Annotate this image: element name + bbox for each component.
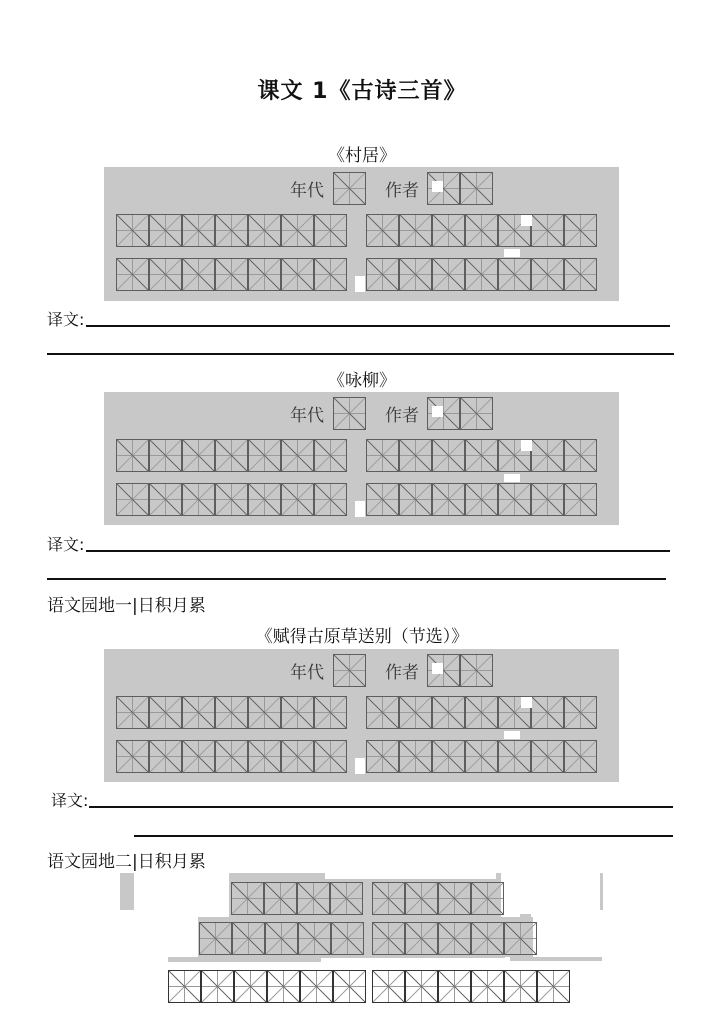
writing-cell[interactable] — [281, 740, 314, 773]
poem-title-yongliu: 《咏柳》 — [328, 371, 396, 391]
writing-cell[interactable] — [314, 740, 347, 773]
writing-cell[interactable] — [366, 696, 399, 729]
writing-cell[interactable] — [531, 439, 564, 472]
blank-patch — [504, 249, 520, 257]
writing-cell[interactable] — [314, 696, 347, 729]
writing-cell[interactable] — [366, 439, 399, 472]
writing-cell[interactable] — [405, 970, 438, 1003]
writing-cell[interactable] — [438, 882, 471, 915]
writing-cell[interactable] — [465, 483, 498, 516]
blank-patch — [355, 501, 365, 517]
writing-cell[interactable] — [201, 970, 234, 1003]
writing-cell[interactable] — [234, 970, 267, 1003]
writing-cell[interactable] — [471, 922, 504, 955]
writing-cell[interactable] — [564, 258, 597, 291]
blank-patch — [504, 731, 520, 739]
blank-patch — [521, 215, 532, 226]
writing-cell[interactable] — [432, 439, 465, 472]
writing-cell[interactable] — [248, 258, 281, 291]
writing-cell[interactable] — [182, 258, 215, 291]
writing-cell[interactable] — [331, 922, 364, 955]
writing-cell[interactable] — [248, 696, 281, 729]
translation-line[interactable] — [86, 550, 670, 552]
writing-cell[interactable] — [314, 214, 347, 247]
writing-cell[interactable] — [460, 172, 493, 205]
blank-patch — [504, 474, 520, 482]
blank-patch — [432, 181, 443, 192]
writing-cell[interactable] — [281, 696, 314, 729]
writing-cell[interactable] — [182, 483, 215, 516]
year-label: 年代 — [290, 406, 324, 426]
writing-cell[interactable] — [116, 740, 149, 773]
writing-cell[interactable] — [399, 740, 432, 773]
writing-cell[interactable] — [215, 258, 248, 291]
writing-cell[interactable] — [116, 483, 149, 516]
writing-cell[interactable] — [281, 214, 314, 247]
writing-cell[interactable] — [498, 740, 531, 773]
blank-patch — [355, 758, 365, 774]
year-label: 年代 — [290, 663, 324, 683]
blank-patch — [521, 440, 532, 451]
writing-cell[interactable] — [116, 258, 149, 291]
writing-cell[interactable] — [438, 970, 471, 1003]
writing-cell[interactable] — [438, 922, 471, 955]
writing-cell[interactable] — [564, 439, 597, 472]
writing-cell[interactable] — [399, 214, 432, 247]
writing-cell[interactable] — [372, 922, 405, 955]
writing-cell[interactable] — [281, 483, 314, 516]
writing-cell[interactable] — [372, 970, 405, 1003]
gray-fragment — [221, 957, 321, 962]
poem-title-fude: 《赋得古原草送别（节选）》 — [255, 627, 469, 647]
writing-cell[interactable] — [465, 696, 498, 729]
writing-cell[interactable] — [281, 258, 314, 291]
page-title: 课文 1《古诗三首》 — [257, 79, 467, 104]
translation-label: 译文: — [47, 310, 85, 329]
writing-cell[interactable] — [432, 483, 465, 516]
writing-cell[interactable] — [232, 922, 265, 955]
writing-cell[interactable] — [215, 214, 248, 247]
writing-cell[interactable] — [498, 483, 531, 516]
writing-cell[interactable] — [182, 214, 215, 247]
translation-line[interactable] — [86, 325, 670, 327]
writing-cell[interactable] — [248, 439, 281, 472]
writing-cell[interactable] — [460, 397, 493, 430]
writing-cell[interactable] — [372, 882, 405, 915]
writing-cell[interactable] — [333, 654, 366, 687]
writing-cell[interactable] — [471, 882, 504, 915]
writing-cell[interactable] — [504, 970, 537, 1003]
writing-cell[interactable] — [465, 214, 498, 247]
writing-cell[interactable] — [366, 214, 399, 247]
writing-cell[interactable] — [405, 882, 438, 915]
gray-fragment — [600, 873, 603, 910]
writing-cell[interactable] — [399, 258, 432, 291]
writing-cell[interactable] — [314, 483, 347, 516]
writing-cell[interactable] — [182, 696, 215, 729]
writing-cell[interactable] — [215, 439, 248, 472]
translation-label: 译文: — [47, 535, 85, 554]
writing-cell[interactable] — [182, 740, 215, 773]
writing-cell[interactable] — [531, 483, 564, 516]
writing-cell[interactable] — [531, 214, 564, 247]
writing-cell[interactable] — [314, 258, 347, 291]
writing-cell[interactable] — [215, 696, 248, 729]
year-label: 年代 — [290, 181, 324, 201]
writing-cell[interactable] — [405, 922, 438, 955]
writing-cell[interactable] — [564, 214, 597, 247]
writing-cell[interactable] — [537, 970, 570, 1003]
blank-patch — [355, 276, 365, 292]
gray-fragment — [168, 957, 221, 962]
writing-cell[interactable] — [471, 970, 504, 1003]
writing-cell[interactable] — [366, 258, 399, 291]
writing-cell[interactable] — [116, 696, 149, 729]
writing-cell[interactable] — [465, 740, 498, 773]
writing-cell[interactable] — [199, 922, 232, 955]
writing-cell[interactable] — [248, 483, 281, 516]
writing-cell[interactable] — [149, 483, 182, 516]
writing-cell[interactable] — [465, 439, 498, 472]
section-heading: 语文园地一|日积月累 — [47, 596, 206, 616]
author-label: 作者 — [385, 663, 419, 683]
writing-cell[interactable] — [399, 696, 432, 729]
translation-line[interactable] — [134, 835, 673, 837]
blank-patch — [521, 697, 532, 708]
writing-cell[interactable] — [248, 740, 281, 773]
writing-cell[interactable] — [267, 970, 300, 1003]
writing-cell[interactable] — [432, 740, 465, 773]
writing-cell[interactable] — [498, 258, 531, 291]
writing-cell[interactable] — [432, 696, 465, 729]
writing-cell[interactable] — [297, 882, 330, 915]
writing-cell[interactable] — [366, 483, 399, 516]
writing-cell[interactable] — [399, 483, 432, 516]
writing-cell[interactable] — [333, 172, 366, 205]
writing-cell[interactable] — [116, 439, 149, 472]
writing-cell[interactable] — [168, 970, 201, 1003]
writing-cell[interactable] — [399, 439, 432, 472]
translation-line[interactable] — [47, 353, 674, 355]
writing-cell[interactable] — [432, 214, 465, 247]
writing-cell[interactable] — [531, 696, 564, 729]
writing-cell[interactable] — [314, 439, 347, 472]
writing-cell[interactable] — [149, 214, 182, 247]
writing-cell[interactable] — [531, 258, 564, 291]
writing-cell[interactable] — [465, 258, 498, 291]
writing-cell[interactable] — [564, 696, 597, 729]
writing-cell[interactable] — [300, 970, 333, 1003]
writing-cell[interactable] — [149, 696, 182, 729]
poem-title-cunju: 《村居》 — [328, 146, 396, 166]
writing-cell[interactable] — [149, 740, 182, 773]
writing-cell[interactable] — [460, 654, 493, 687]
writing-cell[interactable] — [333, 970, 366, 1003]
writing-cell[interactable] — [116, 214, 149, 247]
writing-cell[interactable] — [298, 922, 331, 955]
writing-cell[interactable] — [366, 740, 399, 773]
writing-cell[interactable] — [215, 740, 248, 773]
writing-cell[interactable] — [504, 922, 537, 955]
gray-fragment — [496, 873, 501, 881]
blank-patch — [432, 406, 443, 417]
writing-cell[interactable] — [231, 882, 264, 915]
writing-cell[interactable] — [281, 439, 314, 472]
writing-cell[interactable] — [182, 439, 215, 472]
author-label: 作者 — [385, 181, 419, 201]
writing-cell[interactable] — [564, 740, 597, 773]
writing-cell[interactable] — [333, 397, 366, 430]
translation-line[interactable] — [47, 578, 666, 580]
writing-cell[interactable] — [531, 740, 564, 773]
writing-cell[interactable] — [432, 258, 465, 291]
gray-fragment — [510, 957, 602, 961]
section-heading: 语文园地二|日积月累 — [47, 852, 206, 872]
writing-cell[interactable] — [149, 439, 182, 472]
writing-cell[interactable] — [264, 882, 297, 915]
translation-label: 译文: — [51, 791, 89, 810]
blank-patch — [432, 663, 443, 674]
writing-cell[interactable] — [330, 882, 363, 915]
translation-line[interactable] — [89, 806, 673, 808]
writing-cell[interactable] — [248, 214, 281, 247]
writing-cell[interactable] — [265, 922, 298, 955]
writing-cell[interactable] — [215, 483, 248, 516]
gray-fragment — [520, 914, 531, 918]
author-label: 作者 — [385, 406, 419, 426]
writing-cell[interactable] — [149, 258, 182, 291]
gray-fragment — [120, 873, 134, 910]
writing-cell[interactable] — [564, 483, 597, 516]
